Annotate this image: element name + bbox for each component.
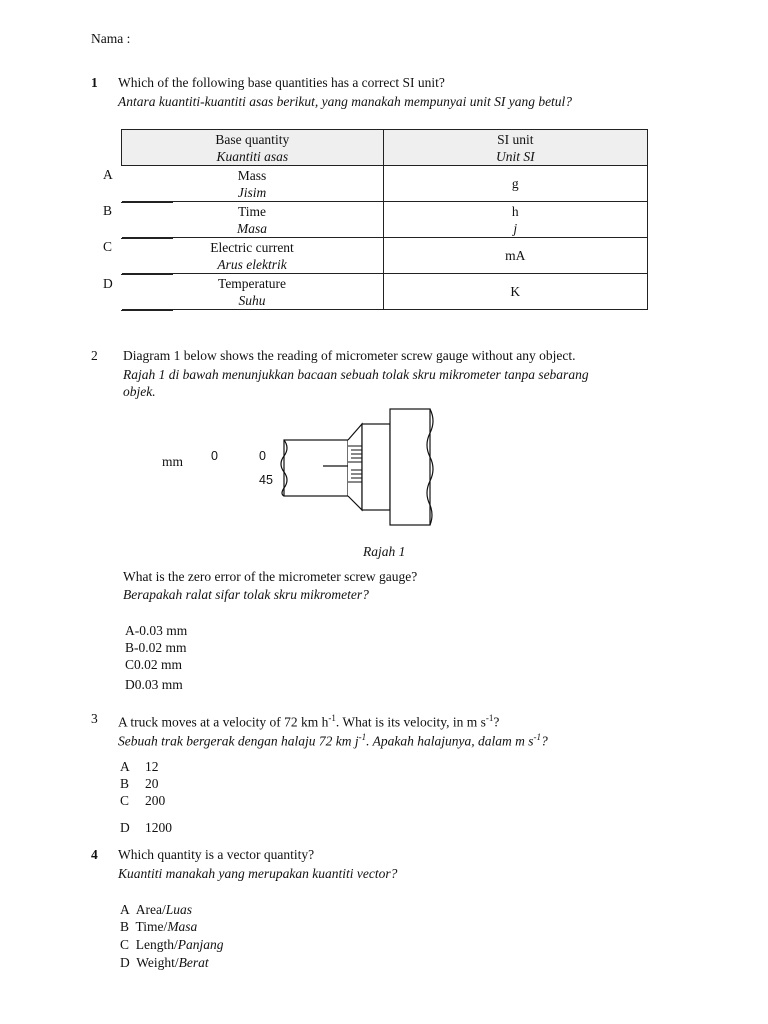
q1-number: 1 (91, 75, 98, 90)
q1-row-d-base-en: Temperature (218, 275, 287, 291)
micrometer-sleeve (284, 440, 348, 496)
q3-ms-exponent: -1 (358, 732, 367, 742)
q1-row-divider (121, 274, 173, 275)
option-text: -0.03 mm (134, 623, 188, 638)
micrometer-thimble (362, 424, 390, 510)
diagram-caption: Rajah 1 (363, 544, 406, 559)
q1-table-row-b (122, 202, 648, 238)
q3-option-d-label: D (120, 820, 130, 835)
q1-table-row-c (122, 238, 648, 274)
q3-en-text: A truck moves at a velocity of 72 km h (118, 714, 329, 730)
q4-question-en: Which quantity is a vector quantity? (118, 847, 315, 862)
q1-row-b-base (122, 202, 384, 238)
micrometer-thimble-zero: 0 (259, 449, 266, 463)
q1-table-row-a (122, 166, 648, 202)
q1-row-c-base-ms: Arus elektrik (217, 256, 287, 272)
q1-header-base-ms: Kuantiti asas (216, 148, 289, 164)
option-label: D (125, 677, 135, 692)
q1-question-en: Which of the following base quantities has a correct SI unit? (118, 75, 445, 90)
q3-option-d-text: 1200 (145, 820, 172, 835)
q1-row-b-unit-en: h (511, 203, 519, 219)
option-label: A (125, 623, 135, 638)
q3-option-c-text: 200 (145, 793, 166, 808)
option-text-ms: Berat (178, 955, 209, 970)
q3-question-ms (118, 729, 548, 750)
q1-row-b-unit-ms: j (513, 220, 518, 236)
micrometer-unit-label: mm (162, 454, 184, 469)
option-text-ms: Masa (167, 919, 198, 934)
micrometer-ratchet (390, 409, 430, 525)
q1-table-header-row (122, 130, 648, 166)
q4-option-c (120, 936, 224, 953)
name-label: Nama : (91, 31, 131, 46)
q1-row-d-unit: K (383, 274, 647, 310)
q2-question-ms-line1: Rajah 1 di bawah menunjukkan bacaan sebuah tolak skru mikrometer tanpa sebarang (123, 367, 589, 382)
q4-question-ms: Kuantiti manakah yang merupakan kuantiti vector? (118, 866, 398, 881)
q3-option-b-text: 20 (145, 776, 159, 791)
q2-option-c (125, 656, 182, 673)
q1-row-label-a: A (103, 167, 113, 182)
option-text-ms: Luas (165, 902, 193, 917)
q3-ms-text: Sebuah trak bergerak dengan halaju 72 km j (118, 733, 359, 749)
q1-row-label-b: B (103, 203, 113, 218)
q2-number: 2 (91, 348, 98, 363)
micrometer-ratchet-edge (427, 409, 433, 525)
q1-row-divider (121, 238, 173, 239)
q1-header-base (122, 130, 384, 166)
q2-question-ms-line2: objek. (123, 384, 156, 399)
option-text-en: Length/ (135, 937, 178, 952)
option-text: 0.02 mm (134, 657, 183, 672)
q3-ms-exponent: -1 (533, 732, 541, 742)
q3-question-en (118, 710, 499, 731)
q1-si-table (121, 129, 648, 310)
micrometer-thimble-45: 45 (259, 473, 273, 487)
q3-en-exponent: -1 (485, 713, 494, 723)
q1-question-ms: Antara kuantiti-kuantiti asas berikut, yang manakah mempunyai unit SI yang betul? (118, 94, 573, 109)
q3-ms-text: . Apakah halajunya, dalam m s (366, 733, 534, 749)
option-label: B (120, 919, 130, 934)
q1-row-a-base-en: Mass (237, 167, 267, 183)
q1-row-a-unit: g (383, 166, 647, 202)
q1-header-base-en: Base quantity (215, 131, 290, 147)
q1-row-divider (121, 202, 173, 203)
q3-ms-text: ? (540, 733, 548, 749)
option-text-en: Weight/ (136, 955, 179, 970)
q1-row-divider (121, 310, 173, 311)
q3-en-text: ? (493, 714, 500, 730)
option-label: A (120, 902, 130, 917)
q1-row-b-unit (383, 202, 647, 238)
q4-number: 4 (91, 847, 98, 862)
q1-row-c-base (122, 238, 384, 274)
q2-option-a (125, 622, 187, 639)
q1-header-unit (383, 130, 647, 166)
q3-number: 3 (91, 711, 98, 726)
q3-option-a-text: 12 (145, 759, 159, 774)
q1-row-label-c: C (103, 239, 113, 254)
q1-row-d-base (122, 274, 384, 310)
q2-option-b (125, 639, 187, 656)
q2-sub-ms: Berapakah ralat sifar tolak skru mikrometer? (123, 587, 369, 602)
q4-option-a (120, 901, 192, 918)
option-label: D (120, 955, 130, 970)
q1-row-d-base-ms: Suhu (238, 292, 266, 308)
q2-question-en: Diagram 1 below shows the reading of micrometer screw gauge without any object. (123, 348, 576, 363)
micrometer-thimble-scale (348, 446, 362, 482)
option-text-en: Time/ (135, 919, 168, 934)
q1-row-c-base-en: Electric current (210, 239, 294, 255)
q3-option-b-label: B (120, 776, 130, 791)
micrometer-sleeve-zero: 0 (211, 449, 218, 463)
q4-option-d (120, 954, 209, 971)
q1-header-unit-en: SI unit (497, 131, 534, 147)
option-label: C (125, 657, 135, 672)
q1-row-c-unit: mA (383, 238, 647, 274)
q2-sub-en: What is the zero error of the micrometer screw gauge? (123, 569, 418, 584)
q1-row-label-d: D (103, 276, 113, 291)
q1-table-row-d (122, 274, 648, 310)
option-text-en: Area/ (135, 902, 166, 917)
q1-row-a-base-ms: Jisim (237, 184, 267, 200)
q3-en-text: . What is its velocity, in m s (335, 714, 486, 730)
option-label: C (120, 937, 130, 952)
q1-row-a-base (122, 166, 384, 202)
option-label: B (125, 640, 135, 655)
option-text: 0.03 mm (134, 677, 183, 692)
q2-option-d (125, 676, 183, 693)
q3-option-a-label: A (120, 759, 130, 774)
q3-en-exponent: -1 (328, 713, 336, 723)
q1-row-b-base-ms: Masa (237, 220, 268, 236)
option-text: -0.02 mm (134, 640, 187, 655)
micrometer-thimble-bevel (348, 424, 362, 510)
q4-option-b (120, 918, 197, 935)
q1-row-b-base-en: Time (238, 203, 267, 219)
option-text-ms: Panjang (177, 937, 224, 952)
micrometer-sleeve-edge (281, 440, 287, 496)
q1-header-unit-ms: Unit SI (495, 148, 535, 164)
q3-option-c-label: C (120, 793, 130, 808)
